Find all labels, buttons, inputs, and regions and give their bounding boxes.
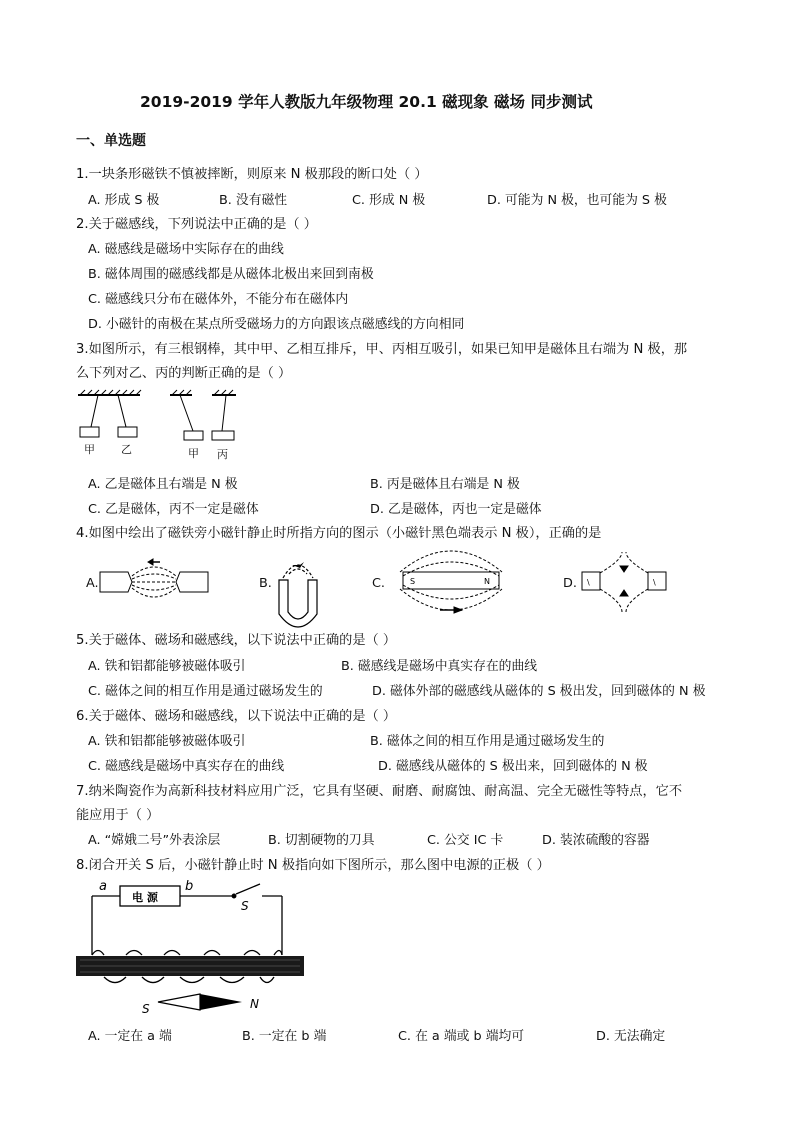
needle-south-half bbox=[158, 994, 200, 1010]
q1-stem: 1.一块条形磁铁不慎被摔断，则原来 N 极那段的断口处（ ） bbox=[76, 167, 428, 182]
q3-stem-line2: 么下列对乙、丙的判断正确的是（ ） bbox=[76, 366, 292, 381]
q5-stem: 5.关于磁体、磁场和磁感线，以下说法中正确的是（ ） bbox=[76, 633, 397, 648]
q5-option-a[interactable]: A. 铁和铝都能够被磁体吸引 bbox=[88, 659, 246, 674]
q6-option-c[interactable]: C. 磁感线是磁场中真实存在的曲线 bbox=[88, 759, 285, 774]
q6-option-a[interactable]: A. 铁和铝都能够被磁体吸引 bbox=[88, 734, 246, 749]
label-yi: 乙 bbox=[121, 443, 132, 456]
q3-option-d[interactable]: D. 乙是磁体，丙也一定是磁体 bbox=[370, 502, 542, 517]
q8-option-a[interactable]: A. 一定在 a 端 bbox=[88, 1029, 172, 1044]
q4-option-d[interactable]: D. bbox=[563, 576, 577, 591]
q7-option-b[interactable]: B. 切割硬物的刀具 bbox=[268, 833, 375, 848]
section-heading: 一、单选题 bbox=[76, 133, 146, 149]
q6-option-d[interactable]: D. 磁感线从磁体的 S 极出来，回到磁体的 N 极 bbox=[378, 759, 648, 774]
q4-c-n-label: N bbox=[484, 577, 490, 586]
switch-label: S bbox=[241, 899, 249, 913]
q2-option-c[interactable]: C. 磁感线只分布在磁体外，不能分布在磁体内 bbox=[88, 292, 349, 307]
q1-option-b[interactable]: B. 没有磁性 bbox=[219, 193, 288, 208]
q2-stem: 2.关于磁感线，下列说法中正确的是（ ） bbox=[76, 217, 317, 232]
q4-stem: 4.如图中绘出了磁铁旁小磁针静止时所指方向的图示（小磁针黑色端表示 N 极），正确的是 bbox=[76, 526, 602, 541]
q7-stem-line2: 能应用于（ ） bbox=[76, 808, 160, 823]
needle-s-label: S bbox=[142, 1002, 150, 1016]
q1-option-c[interactable]: C. 形成 N 极 bbox=[352, 193, 426, 208]
q1-option-a[interactable]: A. 形成 S 极 bbox=[88, 193, 160, 208]
q8-stem: 8.闭合开关 S 后，小磁针静止时 N 极指向如下图所示，那么图中电源的正极（ ） bbox=[76, 858, 550, 873]
label-bing: 丙 bbox=[217, 448, 228, 461]
q6-stem: 6.关于磁体、磁场和磁感线，以下说法中正确的是（ ） bbox=[76, 709, 397, 724]
q3-option-b[interactable]: B. 丙是磁体且右端是 N 极 bbox=[370, 477, 520, 492]
terminal-b-label: b bbox=[185, 879, 194, 894]
q7-option-c[interactable]: C. 公交 IC 卡 bbox=[427, 833, 504, 848]
q8-option-b[interactable]: B. 一定在 b 端 bbox=[242, 1029, 327, 1044]
q4-option-c[interactable]: C. bbox=[372, 576, 386, 591]
q5-option-d[interactable]: D. 磁体外部的磁感线从磁体的 S 极出发，回到磁体的 N 极 bbox=[372, 684, 706, 699]
q7-option-d[interactable]: D. 装浓硫酸的容器 bbox=[542, 833, 650, 848]
needle-north-half bbox=[200, 994, 242, 1010]
label-jia-1: 甲 bbox=[84, 443, 95, 456]
q7-option-a[interactable]: A. “嫦娥二号”外表涂层 bbox=[88, 833, 221, 848]
q2-option-d[interactable]: D. 小磁针的南极在某点所受磁场力的方向跟该点磁感线的方向相同 bbox=[88, 317, 465, 332]
power-source-label: 电 源 bbox=[132, 891, 158, 904]
q1-option-d[interactable]: D. 可能为 N 极，也可能为 S 极 bbox=[487, 193, 667, 208]
q8-option-c[interactable]: C. 在 a 端或 b 端均可 bbox=[398, 1029, 525, 1044]
q4-option-a[interactable]: A. bbox=[86, 576, 99, 591]
q6-option-b[interactable]: B. 磁体之间的相互作用是通过磁场发生的 bbox=[370, 734, 605, 749]
q3-stem-line1: 3.如图所示，有三根钢棒，其中甲、乙相互排斥，甲、丙相互吸引，如果已知甲是磁体且右端为 N 极，那 bbox=[76, 342, 688, 357]
q2-option-b[interactable]: B. 磁体周围的磁感线都是从磁体北极出来回到南极 bbox=[88, 267, 374, 282]
label-jia-2: 甲 bbox=[188, 447, 199, 460]
q4-option-b[interactable]: B. bbox=[259, 576, 272, 591]
q5-option-b[interactable]: B. 磁感线是磁场中真实存在的曲线 bbox=[341, 659, 538, 674]
q3-option-a[interactable]: A. 乙是磁体且右端是 N 极 bbox=[88, 477, 238, 492]
q5-option-c[interactable]: C. 磁体之间的相互作用是通过磁场发生的 bbox=[88, 684, 323, 699]
q8-option-d[interactable]: D. 无法确定 bbox=[596, 1029, 666, 1044]
q7-stem-line1: 7.纳米陶瓷作为高新科技材料应用广泛，它具有坚硬、耐磨、耐腐蚀、耐高温、完全无磁性等特点，它不 bbox=[76, 784, 683, 799]
terminal-a-label: a bbox=[99, 879, 107, 894]
q2-option-a[interactable]: A. 磁感线是磁场中实际存在的曲线 bbox=[88, 242, 284, 257]
svg-text:\: \ bbox=[653, 578, 656, 587]
q3-option-c[interactable]: C. 乙是磁体，丙不一定是磁体 bbox=[88, 502, 259, 517]
needle-n-label: N bbox=[250, 997, 259, 1011]
page-title: 2019-2019 学年人教版九年级物理 20.1 磁现象 磁场 同步测试 bbox=[140, 93, 593, 111]
svg-text:\: \ bbox=[587, 578, 590, 587]
q4-c-s-label: S bbox=[410, 577, 416, 586]
